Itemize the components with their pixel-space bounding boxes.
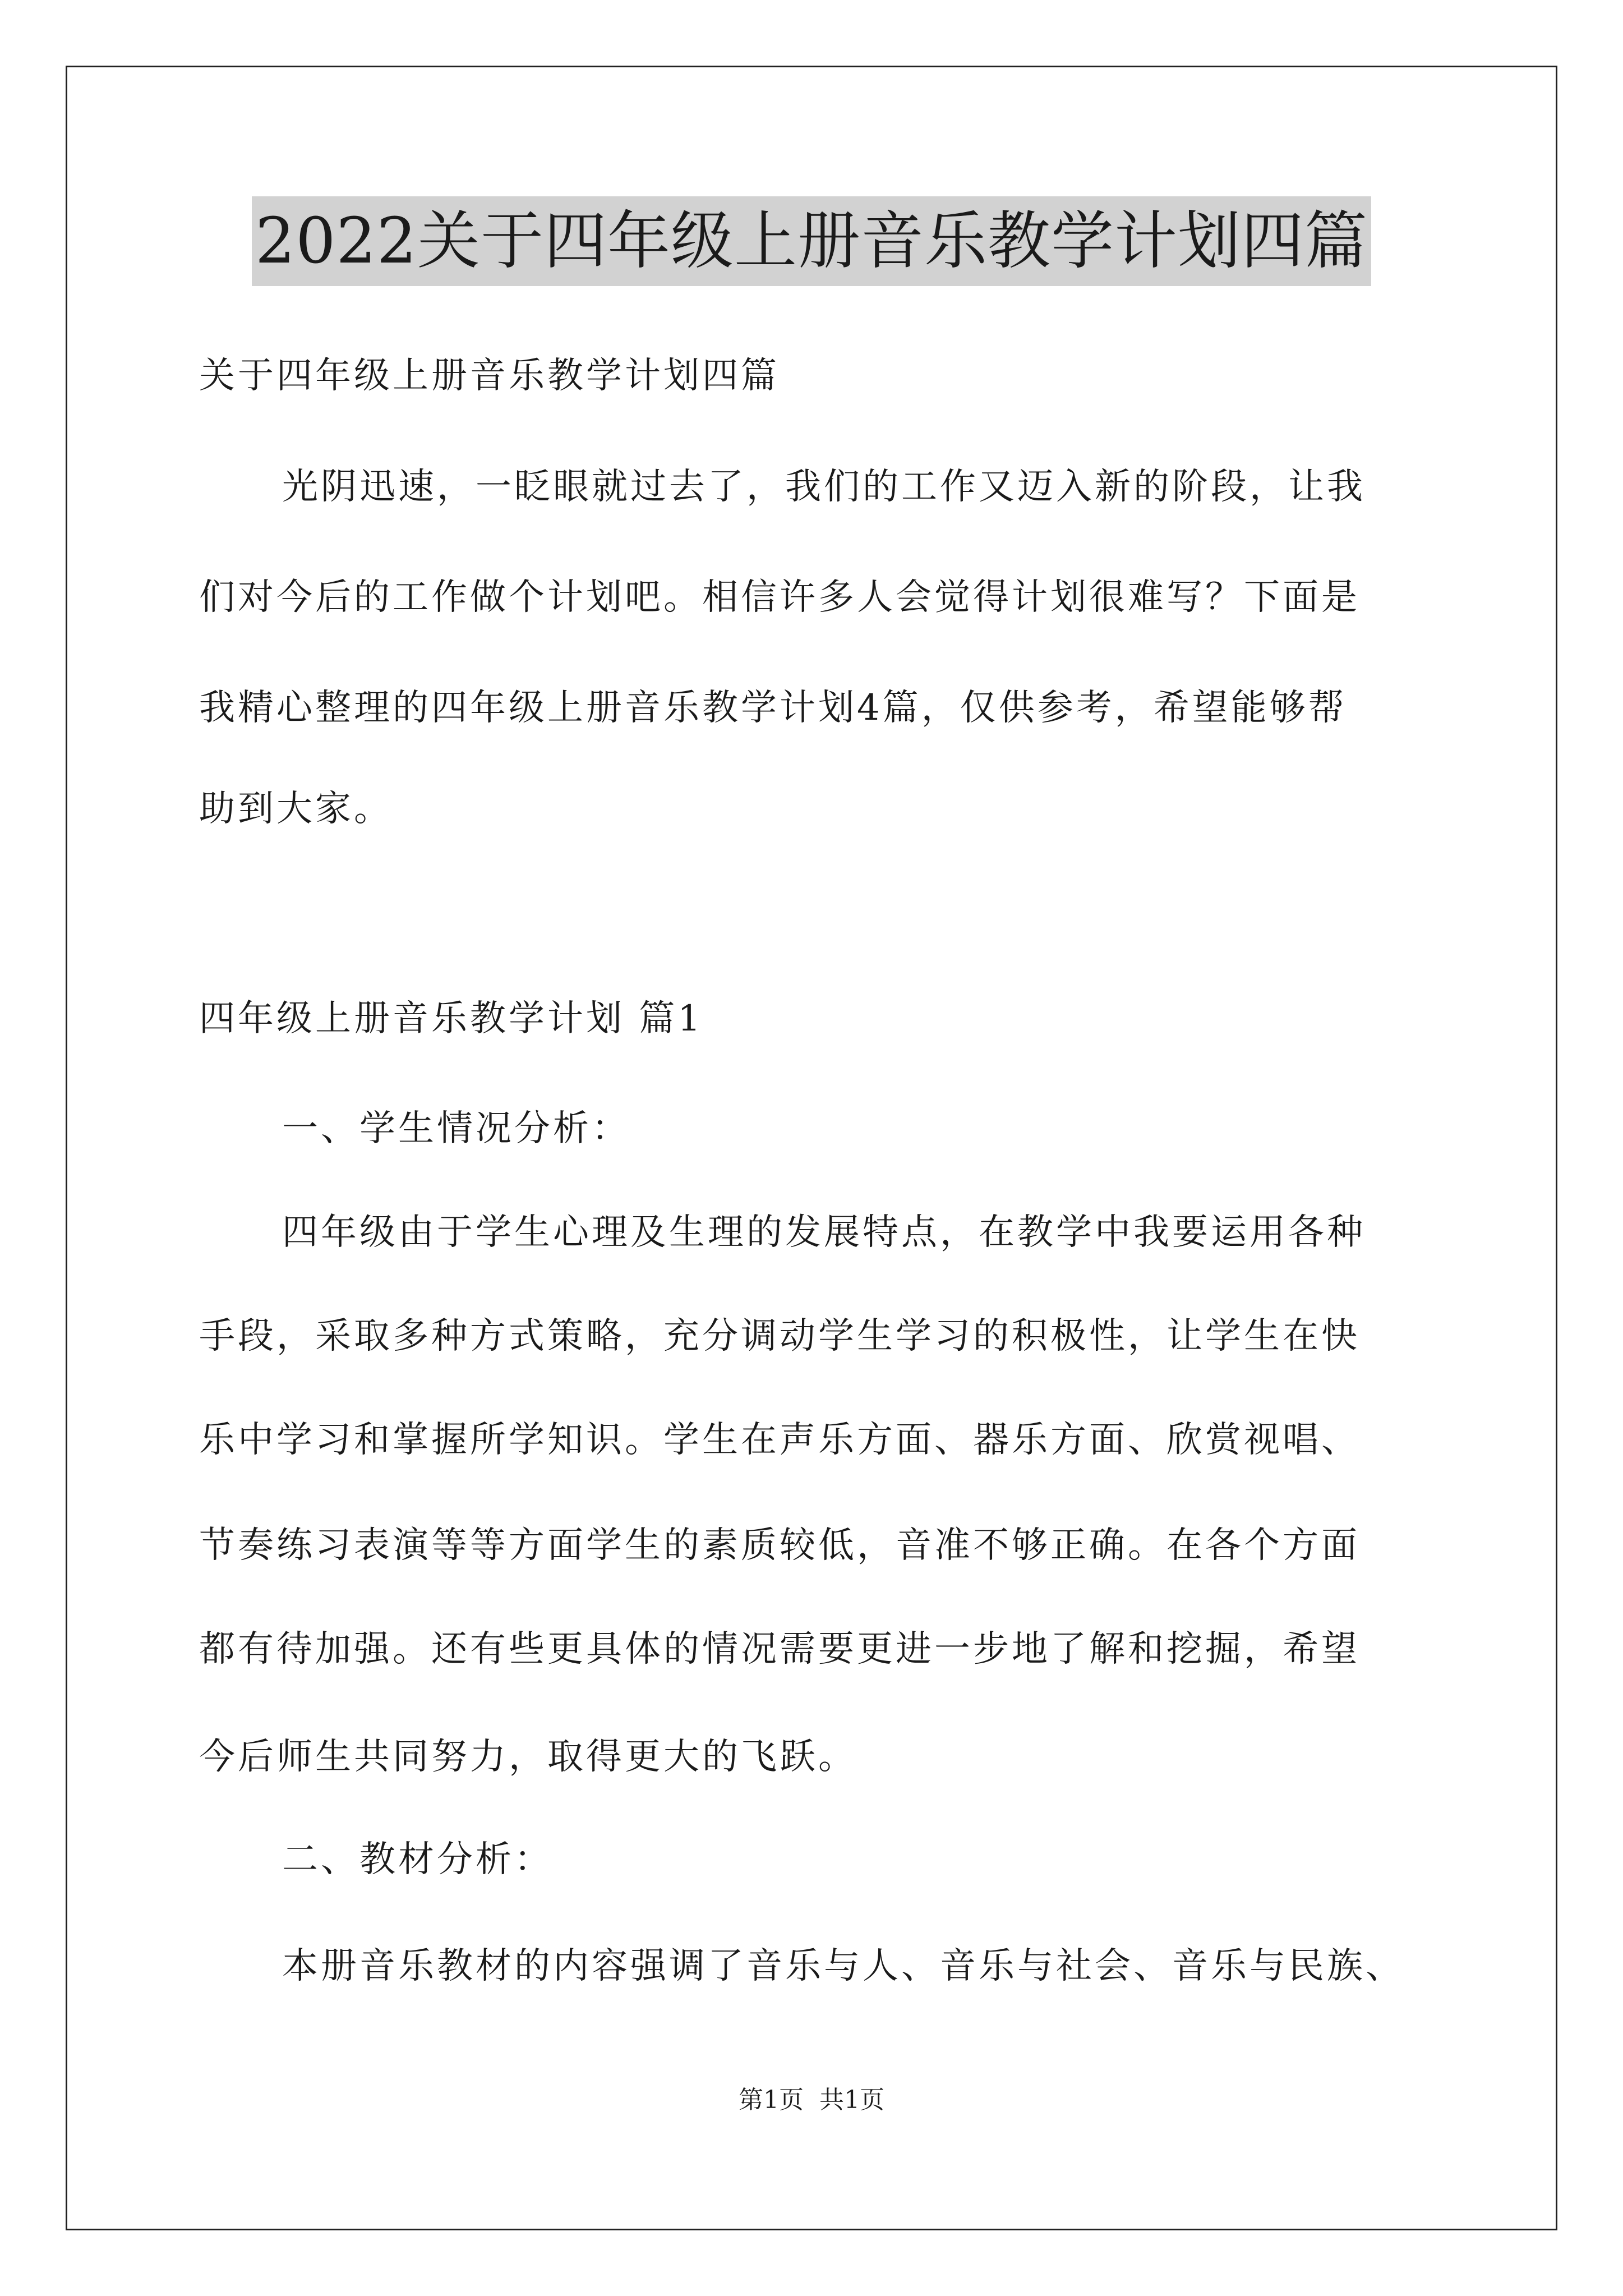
paragraph-line: 本册音乐教材的内容强调了音乐与人、音乐与社会、音乐与民族、 — [282, 1945, 1404, 1987]
subsection-heading: 二、教材分析： — [282, 1839, 553, 1880]
page-footer: 第1页 共1页 — [739, 2086, 884, 2114]
subtitle-line: 关于四年级上册音乐教学计划四篇 — [199, 355, 780, 397]
paragraph-line: 光阴迅速，一眨眼就过去了，我们的工作又迈入新的阶段，让我 — [282, 466, 1366, 508]
paragraph-line: 们对今后的工作做个计划吧。相信许多人会觉得计划很难写？下面是 — [199, 577, 1360, 618]
paragraph-line: 助到大家。 — [199, 788, 393, 830]
paragraph-line: 乐中学习和掌握所学知识。学生在声乐方面、器乐方面、欣赏视唱、 — [199, 1419, 1360, 1461]
document-title — [0, 196, 1623, 286]
subsection-heading: 一、学生情况分析： — [282, 1108, 630, 1149]
paragraph-line: 今后师生共同努力，取得更大的飞跃。 — [199, 1736, 857, 1778]
paragraph-line: 都有待加强。还有些更具体的情况需要更进一步地了解和挖掘，希望 — [199, 1628, 1360, 1670]
paragraph-line: 四年级由于学生心理及生理的发展特点，在教学中我要运用各种 — [282, 1212, 1366, 1253]
section-heading: 四年级上册音乐教学计划 篇1 — [199, 998, 704, 1039]
document-title-text: 2022关于四年级上册音乐教学计划四篇 — [252, 196, 1371, 286]
paragraph-line: 手段，采取多种方式策略，充分调动学生学习的积极性，让学生在快 — [199, 1315, 1360, 1357]
paragraph-line: 节奏练习表演等等方面学生的素质较低，音准不够正确。在各个方面 — [199, 1525, 1360, 1566]
paragraph-line: 我精心整理的四年级上册音乐教学计划4篇，仅供参考，希望能够帮 — [199, 687, 1347, 729]
